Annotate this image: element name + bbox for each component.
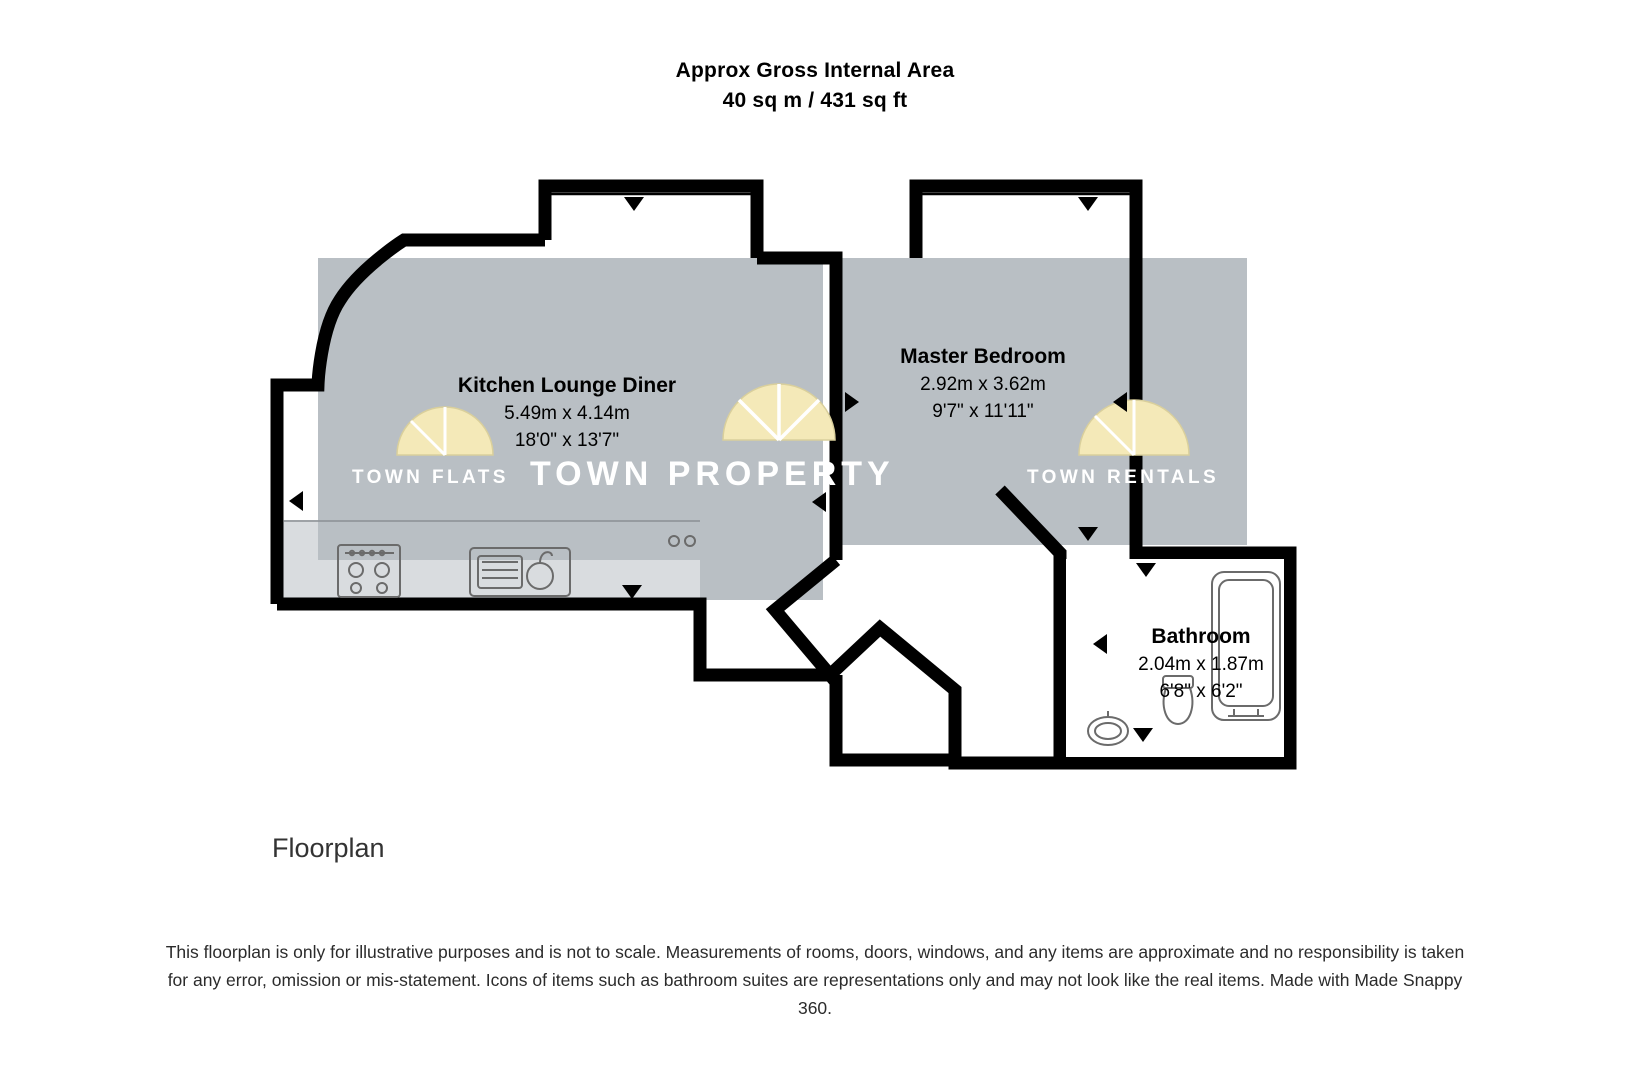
watermark-left: TOWN FLATS xyxy=(352,467,509,488)
watermark-right: TOWN RENTALS xyxy=(1027,467,1220,488)
room-name: Bathroom xyxy=(1151,625,1251,648)
room-dimension-imperial: 6'8" x 6'2" xyxy=(1159,681,1243,702)
room-label-kitchen-lounge-diner xyxy=(445,372,689,454)
wall-living-bottom xyxy=(277,604,836,675)
watermark-center: TOWN PROPERTY xyxy=(530,455,895,493)
floorplan-caption: Floorplan xyxy=(272,833,385,863)
room-dimension-metric: 2.92m x 3.62m xyxy=(920,374,1046,395)
wall-hall-lower xyxy=(836,675,955,760)
arrow-window-top-left xyxy=(624,197,644,211)
header-title: Approx Gross Internal Area xyxy=(675,59,955,82)
room-dimension-imperial: 9'7" x 11'11" xyxy=(932,401,1034,422)
wall-top-left-window-run xyxy=(545,186,757,258)
room-dimension-imperial: 18'0" x 13'7" xyxy=(514,430,620,451)
room-dimension-metric: 5.49m x 4.14m xyxy=(504,403,630,424)
header-area: 40 sq m / 431 sq ft xyxy=(722,89,908,112)
room-dimension-metric: 2.04m x 1.87m xyxy=(1138,654,1264,675)
room-label-master-bedroom xyxy=(890,343,1076,425)
arrow-window-left xyxy=(289,491,303,511)
disclaimer-text: This floorplan is only for illustrative purposes and is not to scale. Measurements of rooms, doors, windows, and any items are approximate and no responsibility is taken for any error, omission or mis-statement. Icons of items such as bathroom suites are representations only and may not look like the real items. Made with Made Snappy 360. xyxy=(165,942,1465,1018)
room-name: Kitchen Lounge Diner xyxy=(457,374,677,397)
arrow-window-top-right xyxy=(1078,197,1098,211)
room-name: Master Bedroom xyxy=(900,345,1066,368)
room-label-bathroom xyxy=(1122,623,1280,705)
